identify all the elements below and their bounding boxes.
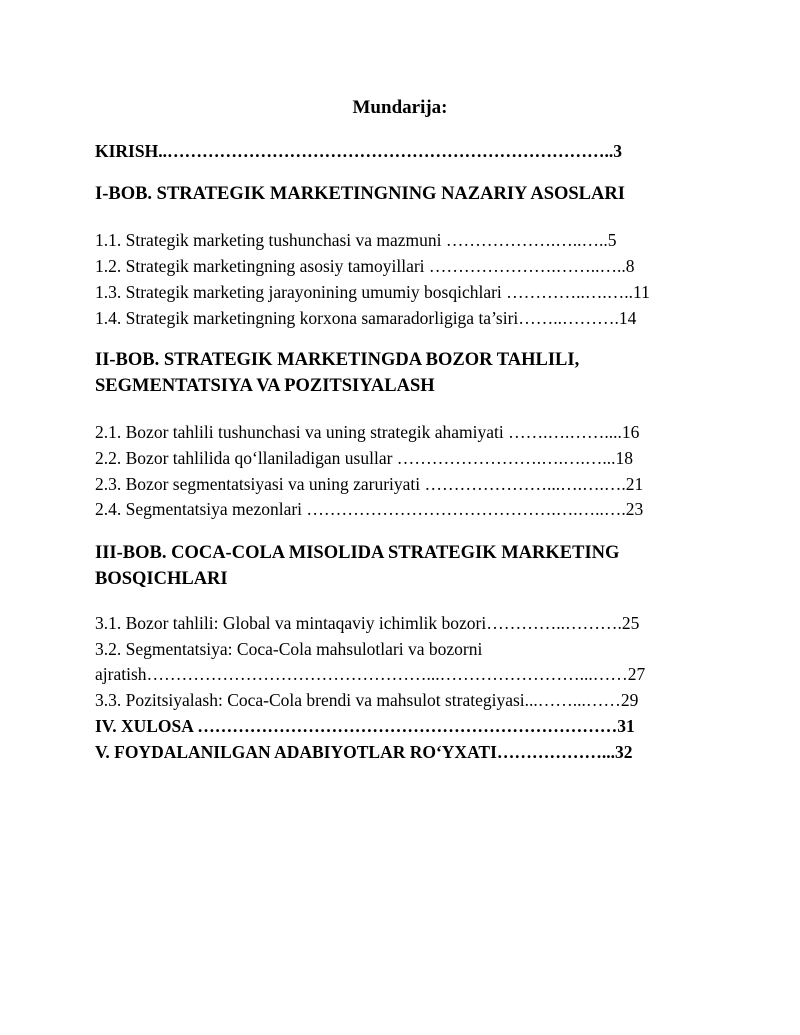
toc-entry-3-1: 3.1. Bozor tahlili: Global va mintaqaviy ichimlik bozori…………..……….25 xyxy=(95,613,640,633)
toc-entry-references: V. FOYDALANILGAN ADABIYOTLAR RO‘YXATI………………...32 xyxy=(95,742,633,762)
toc-entry-2-4: 2.4. Segmentatsiya mezonlari …………………………………….….…..….23 xyxy=(95,499,644,519)
chapter-2-heading-line1: II-BOB. STRATEGIK MARKETINGDA BOZOR TAHLILI, xyxy=(95,350,580,370)
toc-entry-1-3: 1.3. Strategik marketing jarayonining umumiy bosqichlari …………..….…..11 xyxy=(95,282,650,302)
toc-entry-2-1: 2.1. Bozor tahlili tushunchasi va uning strategik ahamiyati …….….……....16 xyxy=(95,422,640,442)
toc-entry-2-3: 2.3. Bozor segmentatsiyasi va uning zaruriyati …………………...….….….21 xyxy=(95,474,644,494)
chapter-2-heading-line2: SEGMENTATSIYA VA POZITSIYALASH xyxy=(95,376,435,396)
toc-entry-1-1: 1.1. Strategik marketing tushunchasi va mazmuni ……………….…..…..5 xyxy=(95,230,617,250)
toc-entry-3-3: 3.3. Pozitsiyalash: Coca-Cola brendi va mahsulot strategiyasi...……...……29 xyxy=(95,690,639,710)
toc-entry-conclusion: IV. XULOSA ………………………………………………………………31 xyxy=(95,716,635,736)
page-title: Mundarija: xyxy=(352,97,448,118)
toc-entry-intro: KIRISH..…………………………………………………………………..3 xyxy=(95,141,622,161)
chapter-3-heading-line2: BOSQICHLARI xyxy=(95,569,228,589)
toc-entry-3-2-line2: ajratish…………………………………………...……………………...……27 xyxy=(95,664,646,684)
chapter-1-heading: I-BOB. STRATEGIK MARKETINGNING NAZARIY ASOSLARI xyxy=(95,184,625,204)
toc-entry-3-2-line1: 3.2. Segmentatsiya: Coca-Cola mahsulotlari va bozorni xyxy=(95,639,483,659)
toc-entry-1-4: 1.4. Strategik marketingning korxona samaradorligiga ta’siri……..……….14 xyxy=(95,308,637,328)
toc-entry-1-2: 1.2. Strategik marketingning asosiy tamoyillari ………………….……..…..8 xyxy=(95,256,635,276)
toc-entry-2-2: 2.2. Bozor tahlilida qo‘llaniladigan usullar …………………….….….…...18 xyxy=(95,448,634,468)
chapter-3-heading-line1: III-BOB. COCA-COLA MISOLIDA STRATEGIK MARKETING xyxy=(95,543,620,563)
